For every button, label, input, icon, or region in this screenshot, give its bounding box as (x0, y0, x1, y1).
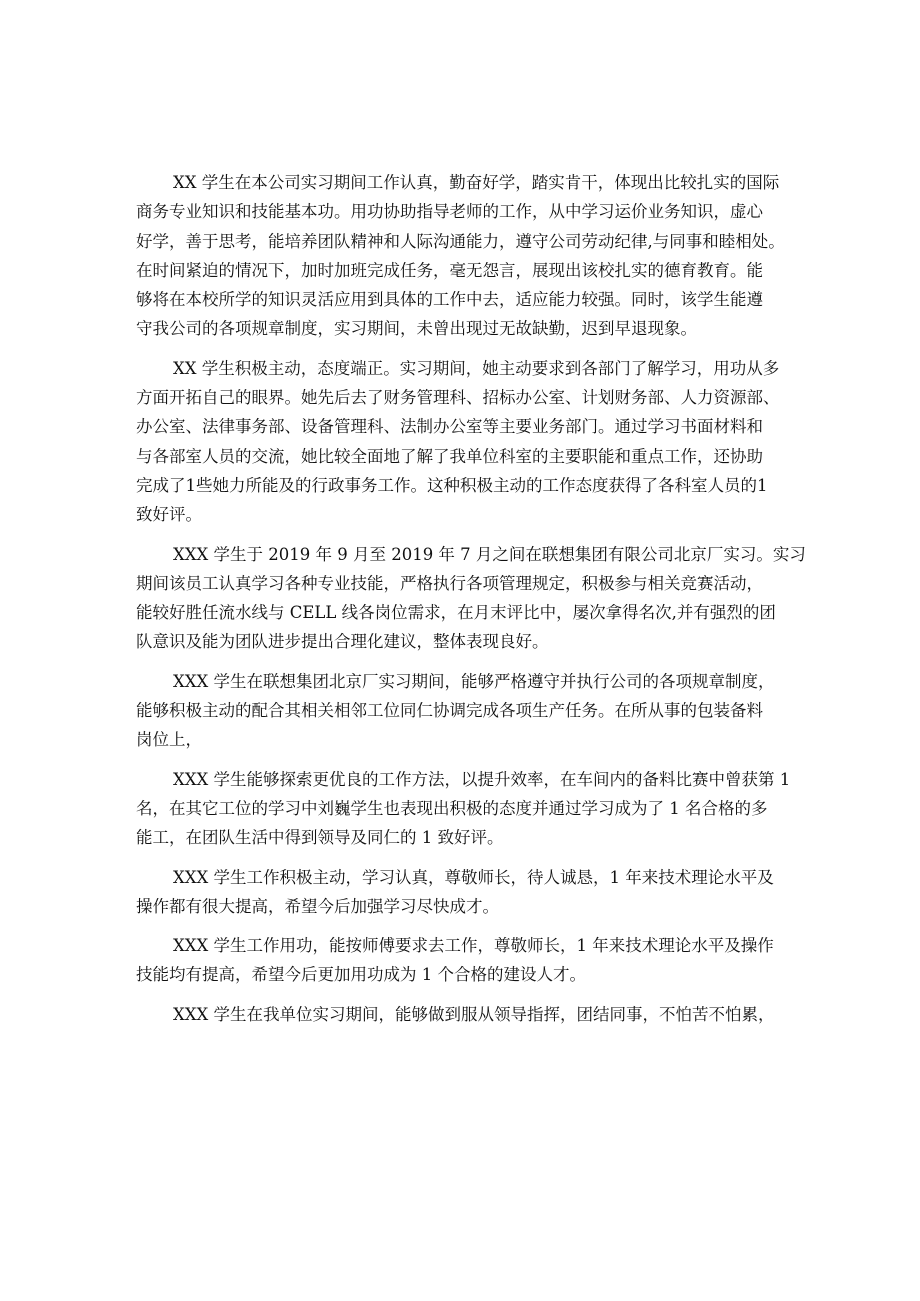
text-line: 在时间紧迫的情况下，加时加班完成任务，毫无怨言，展现出该校扎实的德育教育。能 (136, 260, 763, 280)
text-line: 商务专业知识和技能基本功。用功协助指导老师的工作，从中学习运价业务知识，虚心 (136, 202, 763, 222)
text-line: 队意识及能为团队进步提出合理化建议，整体表现良好。 (136, 632, 549, 652)
text-line: 能较好胜任流水线与 CELL 线各岗位需求，在月末评比中，屡次拿得名次,并有强烈的团 (136, 603, 776, 623)
text-line: 好学，善于思考，能培养团队精神和人际沟通能力，遵守公司劳动纪律,与同事和睦相处。 (136, 231, 785, 251)
text-line: XXX 学生于 2019 年 9 月至 2019 年 7 月之间在联想集团有限公司北京厂实习。实习 (173, 544, 806, 564)
paragraph-7 (136, 931, 812, 990)
text-line: 办公室、法律事务部、设备管理科、法制办公室等主要业务部门。通过学习书面材料和 (136, 417, 763, 437)
text-line: 能够积极主动的配合其相关相邻工位同仁协调完成各项生产任务。在所从事的包装备料 (136, 701, 763, 721)
text-line: XXX 学生工作用功，能按师傅要求去工作，尊敬师长，1 年来技术理论水平及操作 (173, 936, 774, 956)
paragraph-3 (136, 540, 812, 657)
text-line: XX 学生积极主动，态度端正。实习期间，她主动要求到各部门了解学习，用功从多 (173, 358, 780, 378)
text-line: 完成了1些她力所能及的行政事务工作。这种积极主动的工作态度获得了各科室人员的1 (136, 475, 768, 495)
text-line: 技能均有提高，希望今后更加用功成为 1 个合格的建设人才。 (136, 965, 586, 985)
text-line: 与各部室人员的交流，她比较全面地了解了我单位科室的主要职能和重点工作，还协助 (136, 446, 763, 466)
paragraph-2 (136, 354, 812, 530)
text-line: 岗位上， (136, 730, 202, 750)
paragraph-8 (136, 1000, 812, 1029)
text-line: 能工，在团队生活中得到领导及同仁的 1 致好评。 (136, 828, 504, 848)
text-line: 期间该员工认真学习各种专业技能，严格执行各项管理规定，积极参与相关竞赛活动， (136, 573, 763, 593)
paragraph-4 (136, 667, 812, 755)
text-line: XXX 学生能够探索更优良的工作方法，以提升效率，在车间内的备料比赛中曾获第 1 (173, 769, 791, 789)
text-line: XX 学生在本公司实习期间工作认真，勤奋好学，踏实肯干，体现出比较扎实的国际 (173, 173, 780, 192)
text-line: 守我公司的各项规章制度，实习期间，未曾出现过无故缺勤，迟到早退现象。 (136, 319, 697, 339)
paragraph-6 (136, 863, 812, 922)
text-line: XXX 学生在联想集团北京厂实习期间，能够严格遵守并执行公司的各项规章制度， (173, 671, 775, 691)
text-line: 够将在本校所学的知识灵活应用到具体的工作中去，适应能力较强。同时，该学生能遵 (136, 290, 763, 310)
document-body (136, 168, 812, 1039)
paragraph-5 (136, 765, 812, 853)
text-line: 致好评。 (136, 505, 202, 525)
paragraph-1 (136, 168, 812, 344)
text-line: 操作都有很大提高，希望今后加强学习尽快成才。 (136, 896, 499, 916)
text-line: XXX 学生在我单位实习期间，能够做到服从领导指挥，团结同事，不怕苦不怕累， (173, 1004, 775, 1024)
text-line: 方面开拓自己的眼界。她先后去了财务管理科、招标办公室、计划财务部、人力资源部、 (136, 388, 780, 408)
text-line: XXX 学生工作积极主动，学习认真，尊敬师长，待人诚恳，1 年来技术理论水平及 (173, 867, 774, 887)
text-line: 名，在其它工位的学习中刘巍学生也表现出积极的态度并通过学习成为了 1 名合格的多 (136, 798, 768, 818)
